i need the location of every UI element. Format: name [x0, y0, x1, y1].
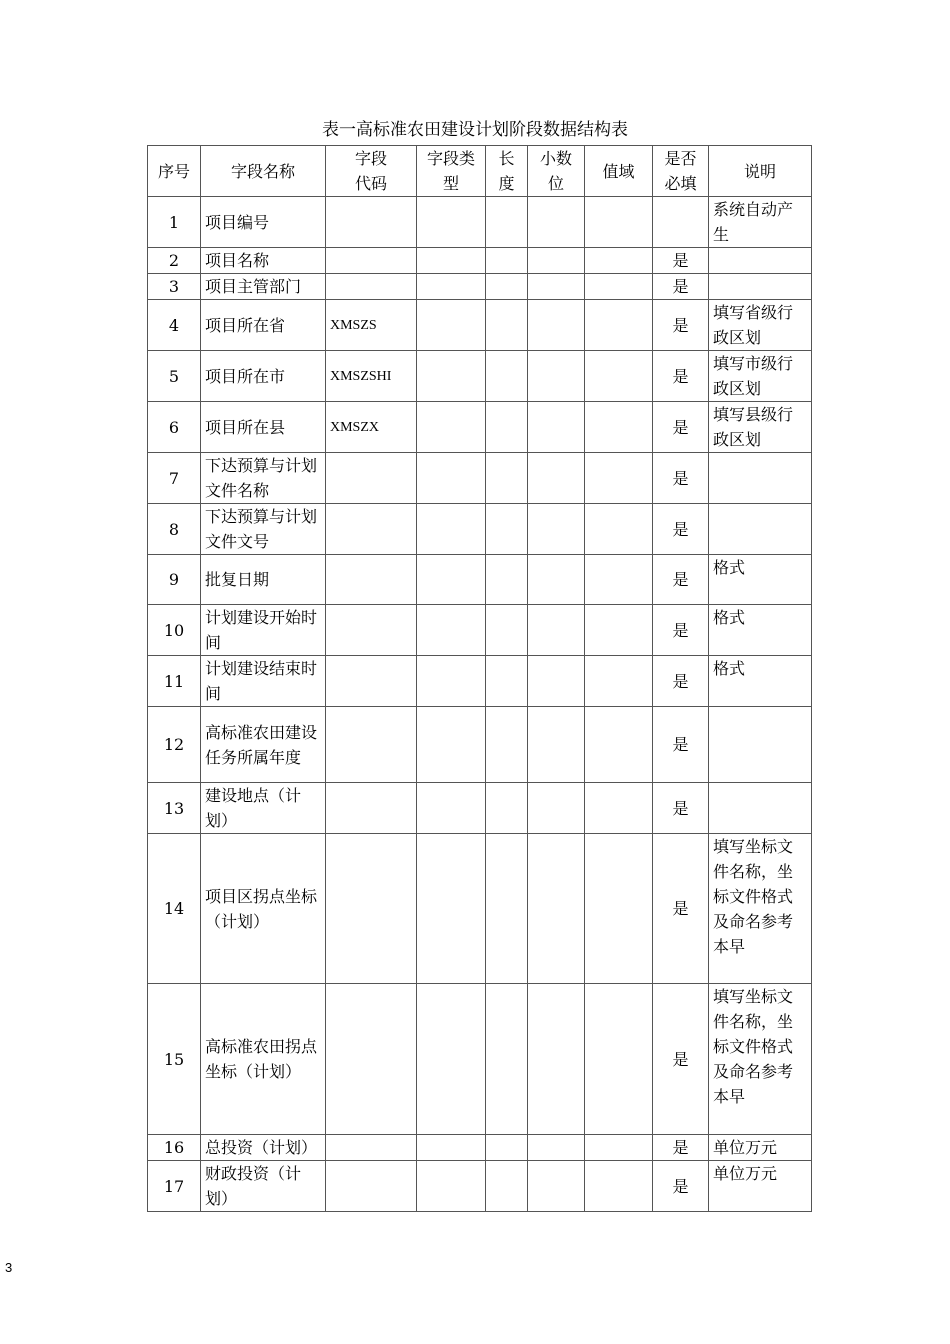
field-name-cell: 项目编号	[201, 197, 326, 248]
note-cell	[709, 504, 812, 555]
field-type-cell	[417, 504, 486, 555]
decimal-cell	[528, 300, 585, 351]
row-number-cell: 14	[148, 834, 201, 984]
header-cell: 说明	[709, 146, 812, 197]
field-name-cell: 总投资（计划）	[201, 1135, 326, 1161]
field-type-cell	[417, 300, 486, 351]
table-body	[148, 197, 812, 1212]
note-cell	[709, 453, 812, 504]
row-number-cell: 15	[148, 984, 201, 1135]
value-range-cell	[585, 453, 653, 504]
header-cell: 是否必填	[653, 146, 709, 197]
header-cell: 字段代码	[326, 146, 417, 197]
table-row	[148, 197, 812, 248]
field-code-cell	[326, 783, 417, 834]
field-name-cell: 项目区拐点坐标（计划）	[201, 834, 326, 984]
table-row	[148, 300, 812, 351]
field-code-cell	[326, 453, 417, 504]
value-range-cell	[585, 783, 653, 834]
value-range-cell	[585, 605, 653, 656]
field-name-cell: 计划建设开始时间	[201, 605, 326, 656]
page-number: 3	[5, 1260, 13, 1275]
length-cell	[486, 1135, 528, 1161]
length-cell	[486, 984, 528, 1135]
field-name-cell: 计划建设结束时间	[201, 656, 326, 707]
length-cell	[486, 504, 528, 555]
field-code-cell: XMSZX	[326, 402, 417, 453]
length-cell	[486, 1161, 528, 1212]
length-cell	[486, 300, 528, 351]
field-type-cell	[417, 555, 486, 605]
field-type-cell	[417, 783, 486, 834]
note-cell: 格式	[709, 555, 812, 605]
decimal-cell	[528, 707, 585, 783]
decimal-cell	[528, 402, 585, 453]
row-number-cell: 10	[148, 605, 201, 656]
field-name-cell: 批复日期	[201, 555, 326, 605]
value-range-cell	[585, 1161, 653, 1212]
note-cell: 系统自动产生	[709, 197, 812, 248]
field-type-cell	[417, 453, 486, 504]
row-number-cell: 5	[148, 351, 201, 402]
note-cell: 单位万元	[709, 1161, 812, 1212]
field-type-cell	[417, 1161, 486, 1212]
length-cell	[486, 197, 528, 248]
decimal-cell	[528, 274, 585, 300]
value-range-cell	[585, 300, 653, 351]
length-cell	[486, 274, 528, 300]
decimal-cell	[528, 834, 585, 984]
row-number-cell: 16	[148, 1135, 201, 1161]
decimal-cell	[528, 783, 585, 834]
value-range-cell	[585, 402, 653, 453]
table-row	[148, 834, 812, 984]
note-cell: 填写县级行政区划	[709, 402, 812, 453]
decimal-cell	[528, 605, 585, 656]
required-cell: 是	[653, 453, 709, 504]
required-cell: 是	[653, 834, 709, 984]
field-type-cell	[417, 197, 486, 248]
field-type-cell	[417, 707, 486, 783]
required-cell: 是	[653, 248, 709, 274]
field-name-cell: 建设地点（计划）	[201, 783, 326, 834]
field-type-cell	[417, 351, 486, 402]
field-name-cell: 项目所在市	[201, 351, 326, 402]
note-cell: 填写市级行政区划	[709, 351, 812, 402]
length-cell	[486, 555, 528, 605]
field-name-cell: 项目名称	[201, 248, 326, 274]
required-cell: 是	[653, 274, 709, 300]
table-row	[148, 783, 812, 834]
field-name-cell: 高标准农田建设任务所属年度	[201, 707, 326, 783]
table-row	[148, 1161, 812, 1212]
header-cell: 长度	[486, 146, 528, 197]
header-cell: 字段名称	[201, 146, 326, 197]
row-number-cell: 7	[148, 453, 201, 504]
row-number-cell: 12	[148, 707, 201, 783]
row-number-cell: 17	[148, 1161, 201, 1212]
field-name-cell: 项目主管部门	[201, 274, 326, 300]
row-number-cell: 1	[148, 197, 201, 248]
table-row	[148, 555, 812, 605]
field-code-cell	[326, 504, 417, 555]
field-code-cell	[326, 984, 417, 1135]
required-cell: 是	[653, 300, 709, 351]
row-number-cell: 4	[148, 300, 201, 351]
header-cell: 值域	[585, 146, 653, 197]
table-row	[148, 707, 812, 783]
required-cell	[653, 197, 709, 248]
note-cell: 格式	[709, 605, 812, 656]
decimal-cell	[528, 1161, 585, 1212]
length-cell	[486, 834, 528, 984]
field-code-cell	[326, 656, 417, 707]
value-range-cell	[585, 351, 653, 402]
note-cell: 单位万元	[709, 1135, 812, 1161]
field-code-cell: XMSZS	[326, 300, 417, 351]
field-code-cell	[326, 834, 417, 984]
table-row	[148, 248, 812, 274]
row-number-cell: 3	[148, 274, 201, 300]
value-range-cell	[585, 656, 653, 707]
field-name-cell: 项目所在省	[201, 300, 326, 351]
required-cell: 是	[653, 984, 709, 1135]
field-code-cell	[326, 1135, 417, 1161]
table-row	[148, 605, 812, 656]
header-row	[148, 146, 812, 197]
value-range-cell	[585, 274, 653, 300]
value-range-cell	[585, 984, 653, 1135]
field-type-cell	[417, 1135, 486, 1161]
decimal-cell	[528, 248, 585, 274]
value-range-cell	[585, 1135, 653, 1161]
field-type-cell	[417, 834, 486, 984]
table-row	[148, 656, 812, 707]
header-cell: 小数位	[528, 146, 585, 197]
table-title: 表一高标准农田建设计划阶段数据结构表	[322, 120, 628, 140]
decimal-cell	[528, 453, 585, 504]
field-name-cell: 高标准农田拐点坐标（计划）	[201, 984, 326, 1135]
field-type-cell	[417, 402, 486, 453]
row-number-cell: 13	[148, 783, 201, 834]
note-cell	[709, 274, 812, 300]
field-code-cell	[326, 197, 417, 248]
length-cell	[486, 656, 528, 707]
length-cell	[486, 453, 528, 504]
row-number-cell: 6	[148, 402, 201, 453]
field-code-cell	[326, 555, 417, 605]
length-cell	[486, 707, 528, 783]
length-cell	[486, 351, 528, 402]
required-cell: 是	[653, 656, 709, 707]
length-cell	[486, 402, 528, 453]
required-cell: 是	[653, 783, 709, 834]
field-type-cell	[417, 274, 486, 300]
row-number-cell: 2	[148, 248, 201, 274]
value-range-cell	[585, 555, 653, 605]
note-cell: 格式	[709, 656, 812, 707]
value-range-cell	[585, 248, 653, 274]
decimal-cell	[528, 555, 585, 605]
value-range-cell	[585, 707, 653, 783]
row-number-cell: 8	[148, 504, 201, 555]
note-cell	[709, 248, 812, 274]
required-cell: 是	[653, 707, 709, 783]
required-cell: 是	[653, 1161, 709, 1212]
value-range-cell	[585, 197, 653, 248]
row-number-cell: 9	[148, 555, 201, 605]
table-row	[148, 402, 812, 453]
field-name-cell: 项目所在县	[201, 402, 326, 453]
row-number-cell: 11	[148, 656, 201, 707]
note-cell	[709, 707, 812, 783]
data-structure-table	[147, 145, 812, 1212]
table-row	[148, 504, 812, 555]
value-range-cell	[585, 834, 653, 984]
header-cell: 序号	[148, 146, 201, 197]
field-code-cell	[326, 248, 417, 274]
decimal-cell	[528, 984, 585, 1135]
required-cell: 是	[653, 402, 709, 453]
table-row	[148, 351, 812, 402]
table-row	[148, 453, 812, 504]
field-type-cell	[417, 984, 486, 1135]
field-type-cell	[417, 656, 486, 707]
field-code-cell	[326, 1161, 417, 1212]
required-cell: 是	[653, 1135, 709, 1161]
field-type-cell	[417, 248, 486, 274]
required-cell: 是	[653, 605, 709, 656]
decimal-cell	[528, 1135, 585, 1161]
length-cell	[486, 783, 528, 834]
decimal-cell	[528, 351, 585, 402]
note-cell	[709, 783, 812, 834]
length-cell	[486, 248, 528, 274]
table-row	[148, 1135, 812, 1161]
decimal-cell	[528, 504, 585, 555]
required-cell: 是	[653, 555, 709, 605]
header-cell: 字段类型	[417, 146, 486, 197]
table-row	[148, 274, 812, 300]
field-type-cell	[417, 605, 486, 656]
value-range-cell	[585, 504, 653, 555]
field-code-cell: XMSZSHI	[326, 351, 417, 402]
field-code-cell	[326, 707, 417, 783]
required-cell: 是	[653, 504, 709, 555]
field-name-cell: 下达预算与计划文件文号	[201, 504, 326, 555]
length-cell	[486, 605, 528, 656]
note-cell: 填写坐标文件名称，坐标文件格式及命名参考本早	[709, 834, 812, 984]
field-name-cell: 财政投资（计划）	[201, 1161, 326, 1212]
field-code-cell	[326, 605, 417, 656]
field-name-cell: 下达预算与计划文件名称	[201, 453, 326, 504]
field-code-cell	[326, 274, 417, 300]
table-row	[148, 984, 812, 1135]
decimal-cell	[528, 197, 585, 248]
decimal-cell	[528, 656, 585, 707]
note-cell: 填写坐标文件名称，坐标文件格式及命名参考本早	[709, 984, 812, 1135]
note-cell: 填写省级行政区划	[709, 300, 812, 351]
required-cell: 是	[653, 351, 709, 402]
